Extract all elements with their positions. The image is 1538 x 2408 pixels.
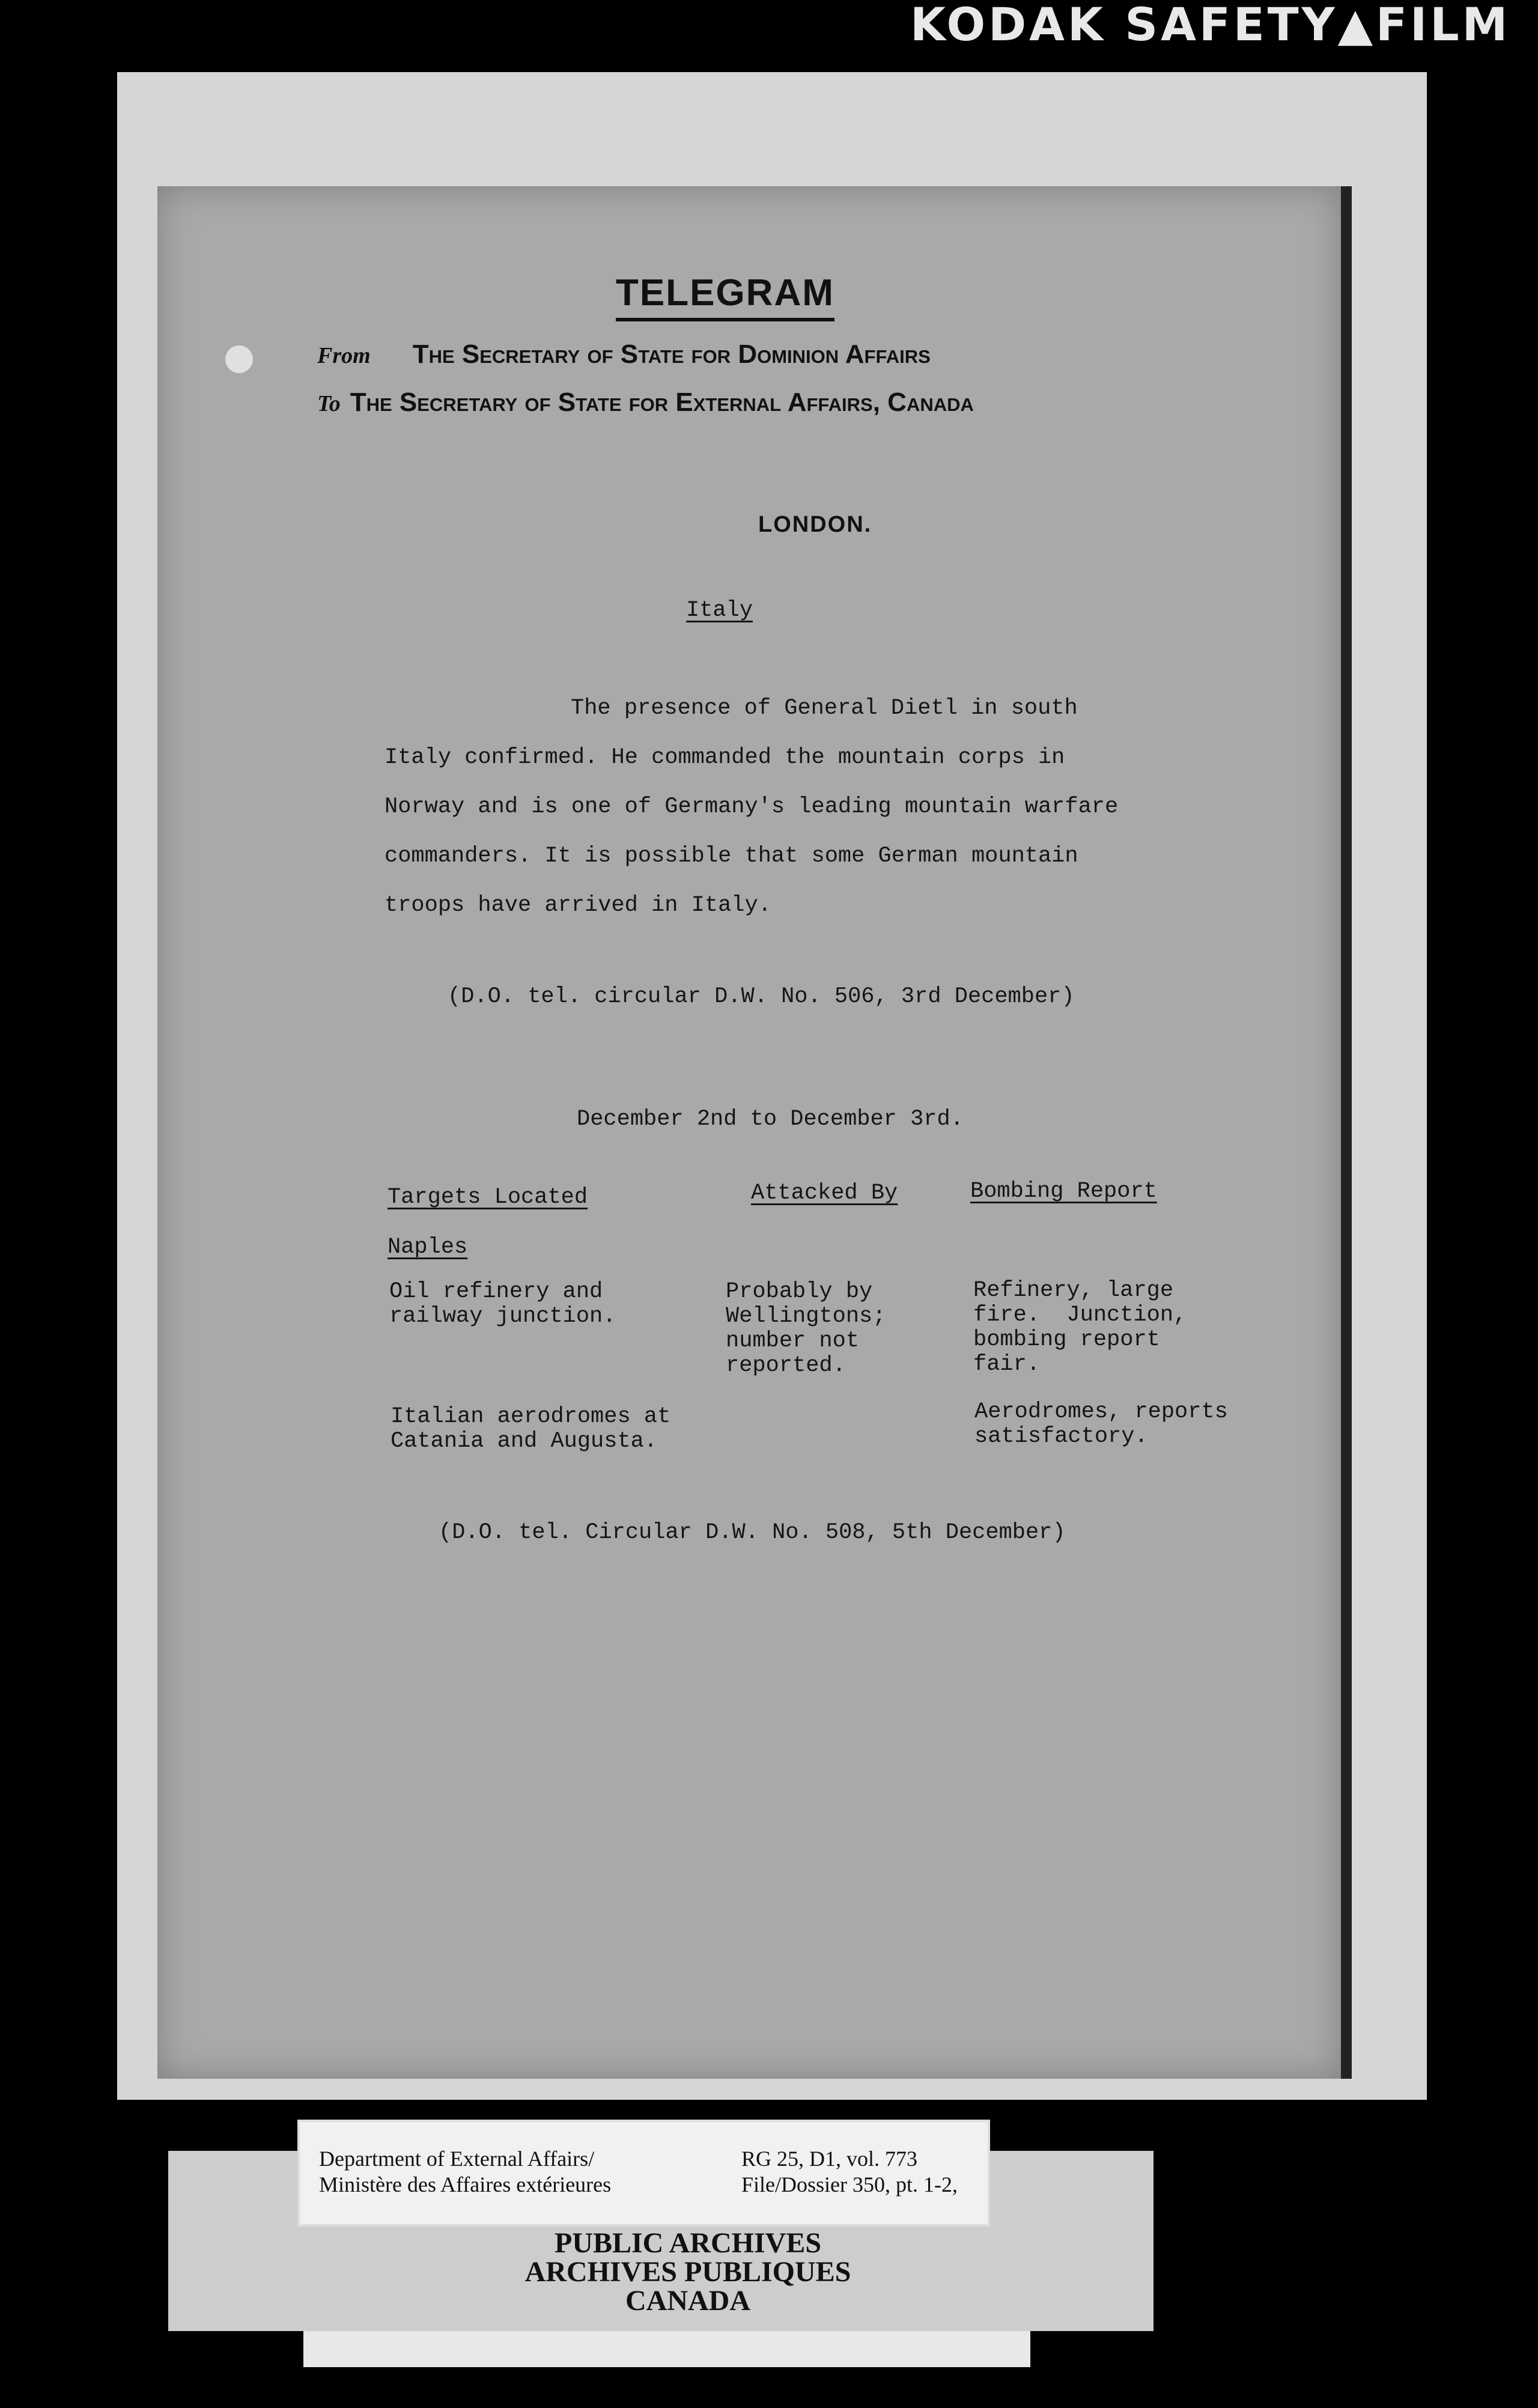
table-cell-target: Oil refinery and railway junction. bbox=[389, 1279, 616, 1329]
telegram-page bbox=[157, 186, 1352, 2079]
archive-stamp-line: ARCHIVES PUBLIQUES bbox=[524, 2256, 851, 2288]
file-reference: File/Dossier 350, pt. 1-2, bbox=[741, 2172, 958, 2197]
paragraph-line: Norway and is one of Germany's leading mountain warfare bbox=[384, 794, 1119, 819]
archive-reference-label bbox=[297, 2120, 990, 2227]
place-of-origin: LONDON. bbox=[758, 512, 872, 537]
document-title: TELEGRAM bbox=[616, 273, 834, 321]
column-header-targets: Targets Located bbox=[388, 1185, 588, 1210]
paragraph-line: Italy confirmed. He commanded the mountain corps in bbox=[384, 745, 1065, 770]
paper-blemish bbox=[225, 345, 253, 373]
table-section-heading: Naples bbox=[388, 1235, 468, 1260]
paragraph-line: troops have arrived in Italy. bbox=[384, 893, 771, 918]
from-label: From bbox=[317, 343, 371, 368]
to-value: The Secretary of State for External Affairs, Canada bbox=[350, 388, 974, 417]
column-header-attacked-by: Attacked By bbox=[751, 1181, 898, 1206]
department-english: Department of External Affairs/ bbox=[319, 2147, 595, 2171]
table-cell-attacked-by: Probably by Wellingtons; number not reported. bbox=[726, 1279, 886, 1378]
from-value: The Secretary of State for Dominion Affairs bbox=[412, 339, 931, 369]
film-edge-marking: KODAK SAFETY▲FILM bbox=[910, 0, 1538, 49]
archive-stamp-line: PUBLIC ARCHIVES bbox=[554, 2227, 822, 2259]
paragraph-line: The presence of General Dietl in south bbox=[571, 696, 1078, 721]
to-line bbox=[317, 388, 974, 418]
subject-heading: Italy bbox=[686, 598, 753, 623]
film-strip-edge bbox=[303, 2331, 1030, 2367]
date-range: December 2nd to December 3rd. bbox=[577, 1107, 964, 1132]
column-header-bombing-report: Bombing Report bbox=[970, 1179, 1157, 1204]
reference-citation: (D.O. tel. Circular D.W. No. 508, 5th December) bbox=[439, 1520, 1066, 1545]
paragraph-line: commanders. It is possible that some German mountain bbox=[384, 844, 1078, 869]
from-line bbox=[317, 339, 931, 369]
table-cell-report: Refinery, large fire. Junction, bombing report fair. bbox=[973, 1278, 1187, 1377]
to-label: To bbox=[317, 391, 341, 416]
department-french: Ministère des Affaires extérieures bbox=[319, 2172, 612, 2197]
record-group: RG 25, D1, vol. 773 bbox=[741, 2147, 918, 2171]
reference-citation: (D.O. tel. circular D.W. No. 506, 3rd December) bbox=[448, 984, 1075, 1009]
table-cell-target: Italian aerodromes at Catania and Augusta. bbox=[391, 1404, 671, 1454]
archive-stamp-line: CANADA bbox=[625, 2285, 750, 2317]
archive-stamp bbox=[442, 2229, 934, 2315]
table-cell-report: Aerodromes, reports satisfactory. bbox=[974, 1399, 1228, 1449]
